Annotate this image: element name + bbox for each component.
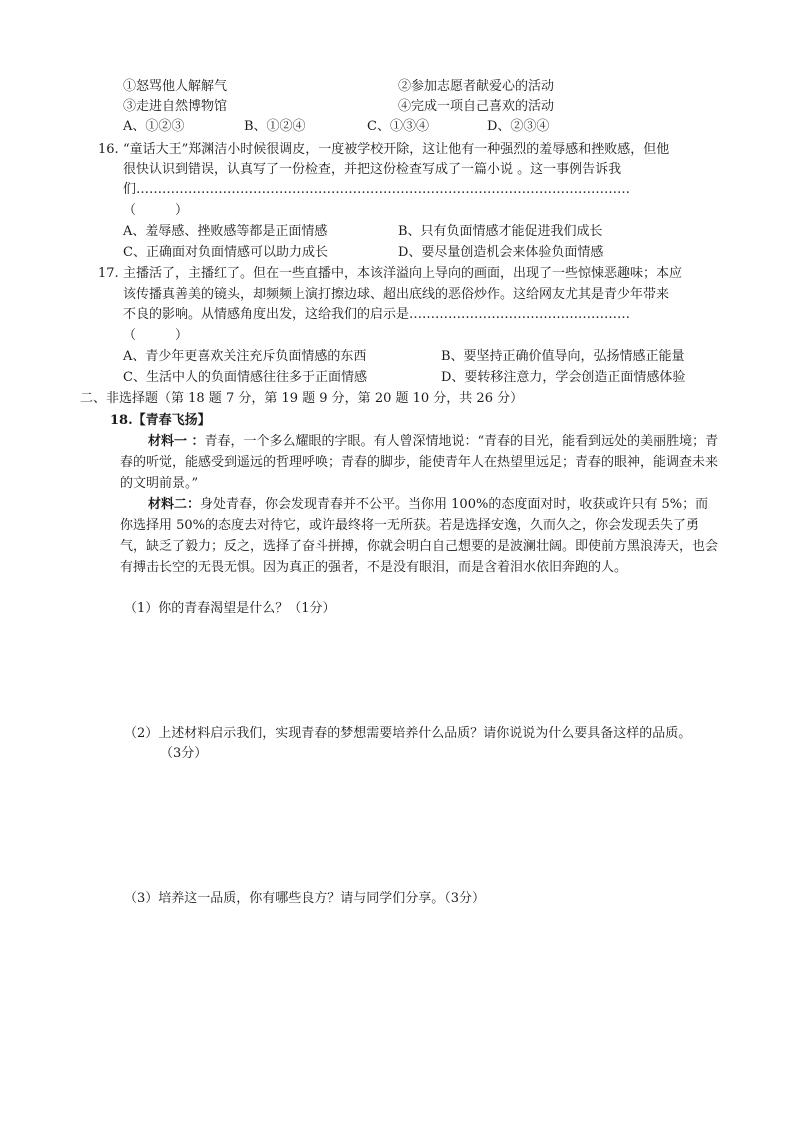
q15-choice-c: C、①③④ — [367, 119, 429, 134]
q16-choice-d: D、要尽量创造机会来体验负面情感 — [398, 245, 604, 260]
q18-material-1-text: 青春，一个多么耀眼的字眼。有人曾深情地说：“青春的目光，能看到远处的美丽胜境；青春的听觉，能感受到遥远的哲理呼唤；青春的脚步，能使青年人在热望里远足；青春的眼神，能调查未来的文明前景。” — [120, 434, 719, 491]
q18-material-1 — [120, 431, 720, 494]
q18-title: 18.【青春飞扬】 — [110, 413, 211, 428]
q18-sub-question-2-line-1: （2）上述材料启示我们，实现青春的梦想需要培养什么品质？请你说说为什么要具备这样的品质。 — [124, 726, 692, 741]
q17-stem-line-1: 主播活了，主播红了。但在一些直播中，本该洋溢向上导向的画面，出现了一些惊悚恶趣味；本应 — [123, 266, 683, 281]
q15-item-1: ①怒骂他人解解气 — [123, 79, 228, 94]
q17-choice-d: D、要转移注意力，学会创造正面情感体验 — [441, 370, 686, 385]
q15-choice-d: D、②③④ — [487, 119, 550, 134]
q17-choice-a: A、青少年更喜欢关注充斥负面情感的东西 — [123, 349, 367, 364]
q17-choice-b: B、要坚持正确价值导向，弘扬情感正能量 — [441, 349, 685, 364]
q17-stem-line-2: 该传播真善美的镜头，却频频上演打擦边球、超出底线的恶俗炒作。这给网友尤其是青少年带来 — [123, 287, 670, 302]
q16-stem-line-2: 很快认识到错误，认真写了一份检查，并把这份检查写成了一篇小说 。这一事例告诉我 — [123, 162, 622, 177]
q15-choice-a: A、①②③ — [123, 119, 185, 134]
section-2-heading: 二、非选择题（第 18 题 7 分，第 19 题 9 分，第 20 题 10 分，共 26 分） — [80, 391, 524, 406]
q18-material-2-text: 身处青春，你会发现青春并不公平。当你用 100%的态度面对时，收获或许只有 5%；而你选择用 50%的态度去对待它，或许最终将一无所获。若是选择安逸，久而久之，你会发现丢失了勇气，缺乏了毅力；反之，选择了奋斗拼搏，你就会明白自己想要的是波澜壮阔。即使前方黑浪涛天，也会有搏击长空的无畏无惧。因为真正的强者，不是没有眼泪，而是含着泪水依旧奔跑的人。 — [120, 497, 719, 575]
q15-item-2: ②参加志愿者献爱心的活动 — [398, 79, 555, 94]
q16-choice-b: B、只有负面情感才能促进我们成长 — [398, 224, 603, 239]
q15-choice-b: B、①②④ — [244, 119, 306, 134]
q18-sub-question-3: （3）培养这一品质，你有哪些良方？请与同学们分享。（3分） — [124, 891, 486, 906]
q17-stem-line-3: 不良的影响。从情感角度出发，这给我们的启示是…………………………………………… — [123, 307, 631, 322]
q15-item-3: ③走进自然博物馆 — [123, 99, 228, 114]
q18-sub-question-1: （1）你的青春渴望是什么？（1分） — [124, 601, 336, 616]
q16-choice-a: A、羞辱感、挫败感等都是正面情感 — [123, 224, 328, 239]
q18-material-2 — [120, 494, 720, 578]
q18-material-1-label: 材料一 ： — [148, 434, 205, 449]
q16-stem-line-3: 们…………………………………………………………………………………………………… — [123, 182, 630, 197]
q17-choice-c: C、生活中人的负面情感往往多于正面情感 — [123, 370, 367, 385]
q16-stem-line-1: “童话大王”郑渊洁小时候很调皮，一度被学校开除，这让他有一种强烈的羞辱感和挫败感，但他 — [123, 142, 670, 157]
q18-sub-question-2-line-2: （3分） — [160, 746, 208, 761]
q17-answer-blank: （ ） — [123, 328, 189, 343]
q18-material-2-label: 材料二： — [148, 497, 201, 512]
q16-number: 16. — [98, 142, 119, 157]
q16-answer-blank: （ ） — [123, 203, 189, 218]
q15-item-4: ④完成一项自己喜欢的活动 — [398, 99, 555, 114]
q17-number: 17. — [98, 266, 119, 281]
q16-choice-c: C、正确面对负面情感可以助力成长 — [123, 245, 328, 260]
